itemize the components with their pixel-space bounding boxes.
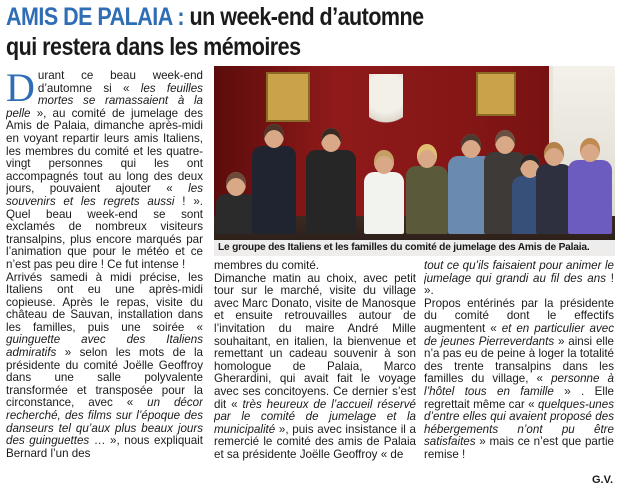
dropcap: D [6,70,35,110]
article-column-2 [214,260,416,492]
col1-runs [6,70,203,271]
col1-run: », au comité de jumelage des Amis de Palaia, dimanche après-midi en voyant repartir leurs amis Italiens, les membres du comité et les quatre-vingt personnes qui les ont accompagnés tout au long des deux jours, pouvaient ajouter « [6,106,203,196]
photo-person [364,150,404,234]
photo-portrait-frame-right [476,72,516,116]
col1-p2-run: … », nous expliquait Bernard l’un des [6,434,203,460]
photo-person-head [374,150,394,174]
photo-person-body [406,166,448,234]
col1-paragraph-1 [6,70,203,272]
col3-p2-run: quelques-unes d’entre elles qui avaient proposé des hébergements n’ont pu être satisfaites [424,397,614,449]
col2p2-runs [214,272,416,461]
col3-p2-run: » mais ce n’est que partie remise ! [424,435,614,460]
col1p2-runs [6,271,203,460]
photo-person-head [321,128,341,152]
photo-person-body [364,172,404,234]
col3-p2-run: Propos entérinés par la présidente du comité dont le effectifs augmentent « [424,296,614,335]
col1-p2-run: guinguette avec des Italiens admiratifs [6,333,203,360]
col3-runs [424,260,614,297]
photo-person-head [264,124,284,148]
photo-person-head [580,138,600,162]
photo-person [406,144,448,234]
col3-p2-run: » ainsi elle n’a pas eu de peine à loger la totalité des trente transalpins dans les familles du village, « [424,334,614,386]
col2-p2-run: très heureux de l’accueil réservé par le comité de jumelage et la municipalité [214,397,416,436]
photo-person [536,142,572,234]
col1-run: les souvenirs et les regrets aussi [6,182,203,208]
col1-run: les feuilles mortes se ramassaient à la pelle [6,81,203,120]
col2-paragraph-2 [214,273,416,462]
headline [6,2,532,62]
photo-caption: Le groupe des Italiens et les familles du comité de jumelage des Amis de Palaia. [214,240,615,256]
photo-person-head [226,172,246,196]
photo-person [568,138,612,234]
col3-p2-run: personne à l’hôtel tous en famille [424,372,614,398]
col2-p2-run: Dimanche matin au choix, avec petit tour sur le marché, visite du village avec Marc Donato, visite de Manosque et ensuite retrouvailles autour de l’invitation du maire André Mille souhaitant, en italien, la bienvenue et remettant un cadeau souvenir à son homologue de Palaia, Marco Gherardini, qui avait fait le voyage avec ses concitoyens. Ce dernier s’est dit « [214,271,416,411]
col3-run: ! ». [424,271,614,298]
col3-run: tout ce qu’ils faisaient pour animer le jumelage qui grandi au fil des ans [424,260,614,285]
col1-p2-run: » selon les mots de la présidente du comité Joëlle Geoffroy dans une salle polyvalente transformée et transposée pour la circonstance, avec « [6,346,203,410]
photo-person-body [252,146,296,234]
col3-p2-run: » . Elle regrettait même car « [424,384,614,411]
col1-paragraph-2 [6,272,203,461]
headline-title-part-2: qui restera dans les mémoires [6,33,301,61]
photo-person [252,124,296,234]
headline-line-1 [6,2,532,32]
col1-run: urant ce beau week-end d’automne si « [37,70,203,95]
article-column-1 [6,70,203,490]
col3-paragraph-1 [424,260,614,298]
photo-person-head [544,142,564,166]
col2-run: membres du comité. [214,260,320,272]
photo-person [216,172,256,234]
col1-p2-run: Arrivés samedi à midi précise, les Italiens ont eu une après-midi copieuse. Après le repas, visite du château de Sauvan, installation dans les familles, puis une soirée « [6,270,203,334]
headline-kicker: AMIS DE PALAIA : [6,3,185,31]
photo-person-head [495,130,515,154]
col3-p2-run: et en particulier avec de jeunes Pierreverdants [424,321,614,348]
headline-title-part-1: un week-end d’automne [184,3,424,31]
article-photo [214,66,615,256]
col1-p2-run: un décor recherché, des films sur l’époque des danseurs tel qu’aux plus beaux jours des guinguettes [6,396,203,448]
col3p2-runs [424,297,614,460]
byline: G.V. [592,474,613,486]
photo-person-body [536,164,572,234]
article-column-3 [424,260,614,460]
photo-bust [369,74,403,138]
col3-paragraph-2 [424,298,614,460]
photo-person-head [417,144,437,168]
col2-runs [214,260,319,272]
photo-person [306,128,356,234]
col2-p2-run: », puis avec insistance il a remercié le comité des amis de Palaia et sa présidente Joëlle Geoffroy « de [214,422,416,461]
col1-run: ! ». Quel beau week-end se sont exclamés de nombreux visiteurs transalpins, plus encore marqués par l’animation que pour le météo et ce n’est pas peu dire ! Ce fut intense ! [6,194,203,271]
photo-person-head [461,134,481,158]
photo-person-body [306,150,356,234]
photo-portrait-frame-left [266,72,310,122]
photo-person-body [216,194,256,234]
photo-person-body [568,160,612,234]
